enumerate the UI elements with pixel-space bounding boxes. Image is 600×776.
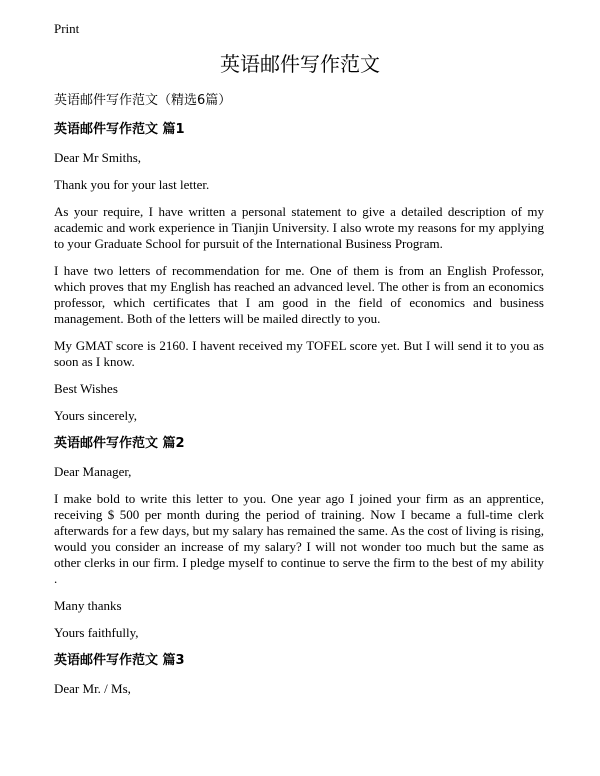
- paragraph: My GMAT score is 2160. I havent received my TOFEL score yet. But I will send it to you as soon as I know.: [54, 338, 544, 369]
- article-body: [54, 121, 544, 708]
- closing: Many thanks: [54, 598, 122, 613]
- sign-off: Yours sincerely,: [54, 408, 138, 423]
- salutation: Dear Manager,: [54, 464, 132, 479]
- page-title: 英语邮件写作范文: [220, 52, 380, 76]
- sign-off: Yours faithfully,: [54, 625, 139, 640]
- salutation: Dear Mr. / Ms,: [54, 681, 131, 696]
- paragraph: Thank you for your last letter.: [54, 177, 210, 192]
- page-subtitle: 英语邮件写作范文（精选6篇）: [54, 93, 232, 108]
- paragraph: As your require, I have written a personal statement to give a detailed description of my academic and work experience in Tianjin University. I also wrote my reasons for my applying to your Graduate School for pursuit of the International Business Program.: [54, 204, 544, 251]
- print-link[interactable]: Print: [54, 21, 80, 36]
- section-heading: 英语邮件写作范文 篇1: [54, 122, 185, 137]
- paragraph: I make bold to write this letter to you. One year ago I joined your firm as an apprentice, receiving $ 500 per month during the period of training. Now I became a full-time clerk afterwards for a few days, but my salary has remained the same. As the cost of living is rising, would you consider an increase of my salary? I will not wonder too much but the same as other clerks in our firm. I pledge myself to continue to serve the firm to the best of my ability .: [54, 491, 544, 586]
- paragraph: I have two letters of recommendation for me. One of them is from an English Professor, which proves that my English has reached an advanced level. The other is from an economics professor, which certificates that I am good in the field of economics and business management. Both of the letters will be mailed directly to you.: [54, 263, 544, 326]
- section-heading: 英语邮件写作范文 篇3: [54, 653, 185, 668]
- section-heading: 英语邮件写作范文 篇2: [54, 436, 185, 451]
- salutation: Dear Mr Smiths,: [54, 150, 142, 165]
- closing: Best Wishes: [54, 381, 118, 396]
